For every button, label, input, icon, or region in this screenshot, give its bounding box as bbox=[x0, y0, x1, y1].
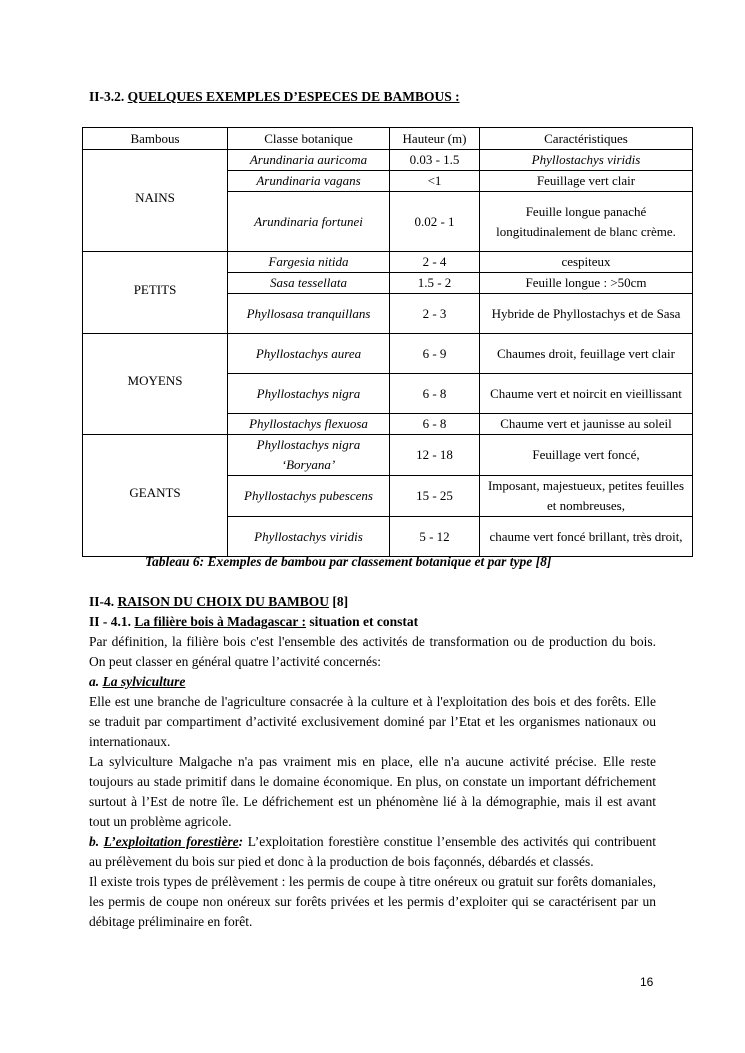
section-heading: QUELQUES EXEMPLES D’ESPECES DE BAMBOUS : bbox=[127, 89, 460, 104]
height-cell: 0.03 - 1.5 bbox=[390, 150, 480, 171]
section-number: II-3.2. bbox=[89, 89, 125, 104]
characteristics-cell: Feuillage vert foncé, bbox=[480, 435, 693, 476]
height-cell: 12 - 18 bbox=[390, 435, 480, 476]
table-caption: Tableau 6: Exemples de bambou par classement botanique et par type [8] bbox=[145, 554, 552, 569]
height-cell: <1 bbox=[390, 171, 480, 192]
characteristics-cell: Imposant, majestueux, petites feuilles et nombreuses, bbox=[480, 476, 693, 517]
heading-sylviculture bbox=[89, 672, 656, 692]
table-header-row bbox=[83, 128, 693, 150]
species-cell: Arundinaria auricoma bbox=[228, 150, 390, 171]
table-row bbox=[83, 150, 693, 171]
height-cell: 6 - 8 bbox=[390, 414, 480, 435]
height-cell: 1.5 - 2 bbox=[390, 273, 480, 294]
subheading-title: La filière bois à Madagascar : bbox=[134, 614, 307, 629]
category-geants: GEANTS bbox=[83, 435, 228, 557]
species-cell: Phyllostachys nigra bbox=[228, 374, 390, 414]
bamboo-table bbox=[82, 127, 693, 557]
height-cell: 6 - 9 bbox=[390, 334, 480, 374]
table-row bbox=[83, 435, 693, 476]
species-cell: Phyllostachys viridis bbox=[228, 517, 390, 557]
heading-ii-4-1 bbox=[89, 612, 656, 632]
height-cell: 0.02 - 1 bbox=[390, 192, 480, 252]
characteristics-cell: Hybride de Phyllostachys et de Sasa bbox=[480, 294, 693, 334]
height-cell: 15 - 25 bbox=[390, 476, 480, 517]
paragraph-sylviculture-malgache: La sylviculture Malgache n'a pas vraiment mis en place, elle n'a aucune activité précise. Elle reste toujours au stade primitif dans le domaine économique. En plus, on constate un important défrichement surtout à l’Est de notre île. Le défrichement est un phénomène lié à la démographie, mais il est avant tout un problème agricole. bbox=[89, 754, 656, 829]
paragraph-definition: Par définition, la filière bois c'est l'ensemble des activités de transformation ou de production du bois. On peut classer en général quatre l’activité concernés: bbox=[89, 634, 656, 669]
subheading-rest: situation et constat bbox=[309, 614, 419, 629]
item-letter: b. bbox=[89, 834, 100, 849]
characteristics-cell: cespiteux bbox=[480, 252, 693, 273]
paragraph-prelevement: Il existe trois types de prélèvement : les permis de coupe à titre onéreux ou gratuit sur forêts domaniales, les permis de coupe non onéreux sur forêts privées et les permis d’exploiter qui se caractérisent par un débitage préliminaire en forêt. bbox=[89, 874, 656, 929]
characteristics-cell: Feuille longue : >50cm bbox=[480, 273, 693, 294]
heading-number: II-4. bbox=[89, 594, 115, 609]
heading-ref: [8] bbox=[332, 594, 349, 609]
header-caracteristiques: Caractéristiques bbox=[480, 128, 693, 150]
species-cell: Phyllostachys nigra ‘Boryana’ bbox=[228, 435, 390, 476]
species-cell: Sasa tessellata bbox=[228, 273, 390, 294]
height-cell: 2 - 4 bbox=[390, 252, 480, 273]
category-nains: NAINS bbox=[83, 150, 228, 252]
species-cell: Phyllostachys aurea bbox=[228, 334, 390, 374]
category-moyens: MOYENS bbox=[83, 334, 228, 435]
species-cell: Phyllosasa tranquillans bbox=[228, 294, 390, 334]
characteristics-cell: Chaumes droit, feuillage vert clair bbox=[480, 334, 693, 374]
item-letter: a. bbox=[89, 674, 100, 689]
item-colon: : bbox=[238, 834, 244, 849]
height-cell: 2 - 3 bbox=[390, 294, 480, 334]
heading-title: RAISON DU CHOIX DU BAMBOU bbox=[117, 594, 330, 609]
header-bambous: Bambous bbox=[83, 128, 228, 150]
section-title bbox=[89, 89, 460, 105]
species-cell: Arundinaria vagans bbox=[228, 171, 390, 192]
characteristics-cell: Chaume vert et jaunisse au soleil bbox=[480, 414, 693, 435]
height-cell: 6 - 8 bbox=[390, 374, 480, 414]
item-title: La sylviculture bbox=[102, 674, 186, 689]
species-cell: Fargesia nitida bbox=[228, 252, 390, 273]
paragraph-sylviculture: Elle est une branche de l'agriculture consacrée à la culture et à l'exploitation des bois et des forêts. Elle se traduit par compartiment d’activité exclusivement dominé par l’Etat et les organismes nationaux ou internationaux. bbox=[89, 694, 656, 749]
characteristics-cell: Feuille longue panaché longitudinalement de blanc crème. bbox=[480, 192, 693, 252]
paragraph-exploitation-text: L’exploitation forestière constitue l’ensemble des activités qui contribuent au prélèvement du bois sur pied et donc à la production de bois façonnés, débardés et classés. bbox=[89, 834, 656, 869]
table-row bbox=[83, 334, 693, 374]
page-number: 16 bbox=[640, 975, 654, 989]
characteristics-cell: chaume vert foncé brillant, très droit, bbox=[480, 517, 693, 557]
subheading-number: II - 4.1. bbox=[89, 614, 132, 629]
header-hauteur: Hauteur (m) bbox=[390, 128, 480, 150]
header-classe: Classe botanique bbox=[228, 128, 390, 150]
body-text bbox=[89, 592, 656, 932]
table-row bbox=[83, 252, 693, 273]
item-title: L’exploitation forestière bbox=[103, 834, 239, 849]
category-petits: PETITS bbox=[83, 252, 228, 334]
characteristics-cell: Feuillage vert clair bbox=[480, 171, 693, 192]
heading-ii-4 bbox=[89, 592, 656, 612]
species-cell: Phyllostachys pubescens bbox=[228, 476, 390, 517]
species-cell: Phyllostachys flexuosa bbox=[228, 414, 390, 435]
characteristics-cell: Phyllostachys viridis bbox=[480, 150, 693, 171]
paragraph-exploitation bbox=[89, 832, 656, 872]
characteristics-cell: Chaume vert et noircit en vieillissant bbox=[480, 374, 693, 414]
height-cell: 5 - 12 bbox=[390, 517, 480, 557]
species-cell: Arundinaria fortunei bbox=[228, 192, 390, 252]
